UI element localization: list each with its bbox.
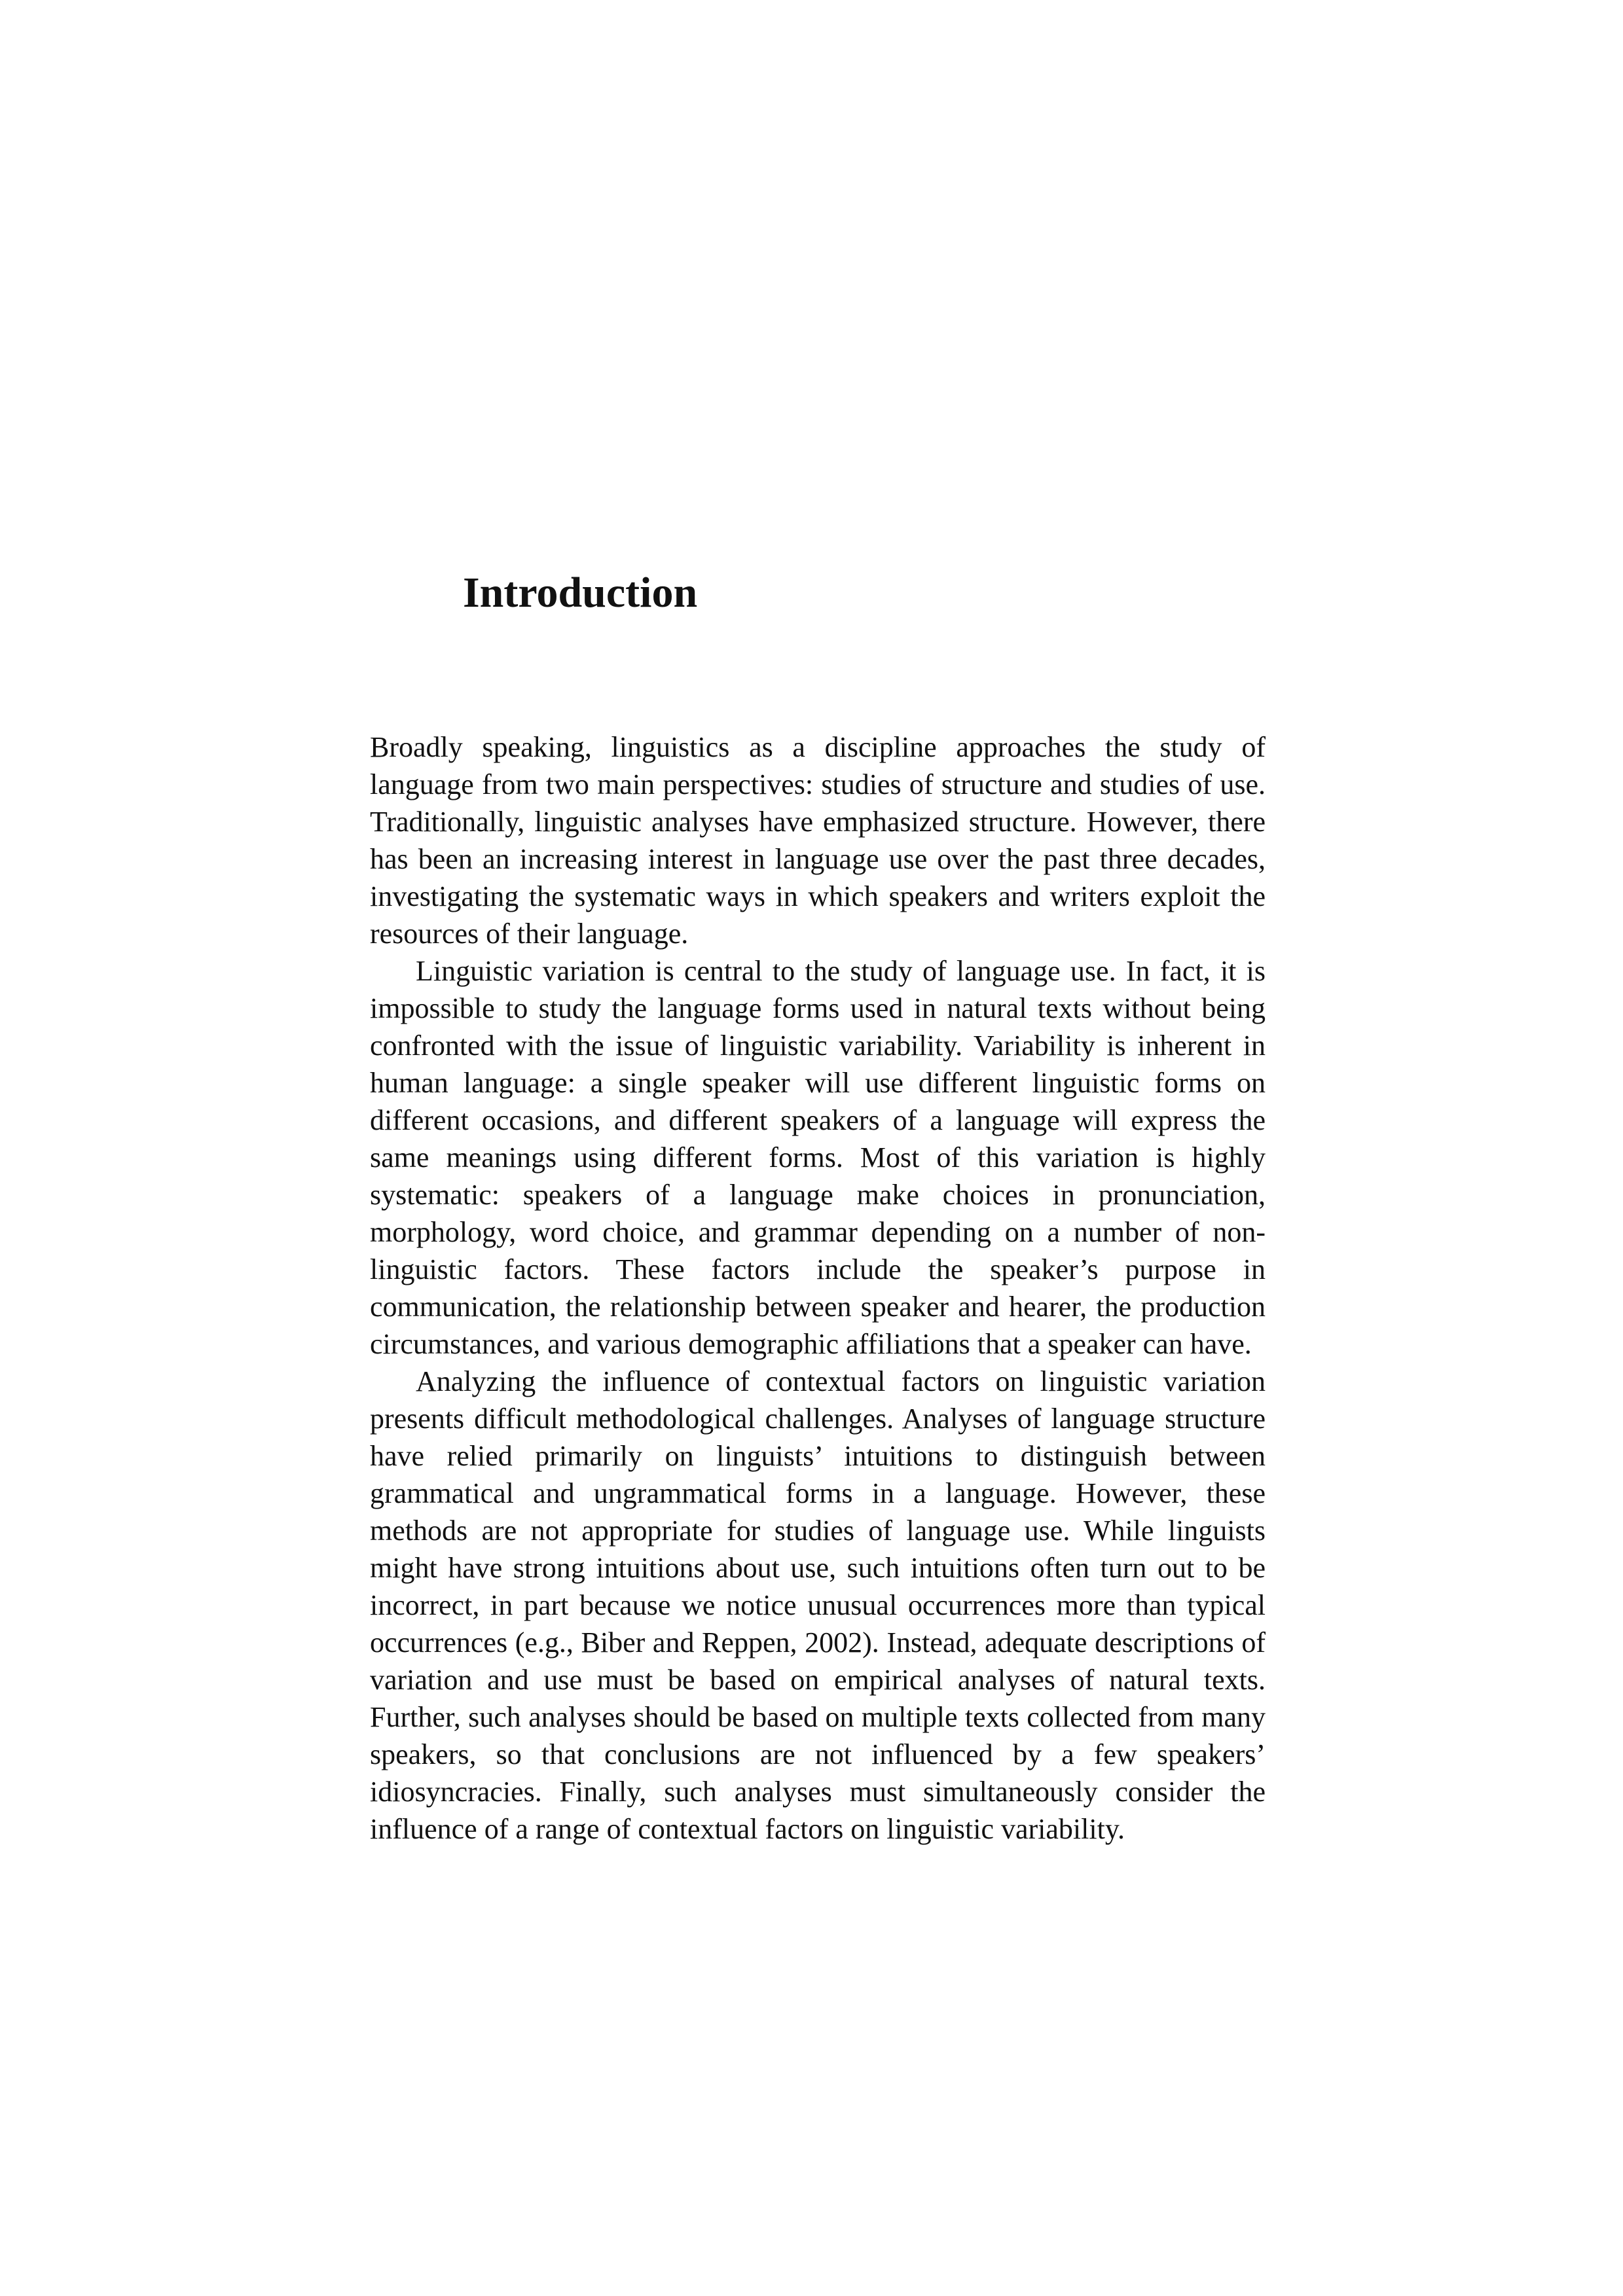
paragraph-2: Linguistic variation is central to the study of language use. In fact, it is impossible to study the language forms used in natural texts without being confronted with the issue of linguistic variability. Variability is inherent in human language: a single speaker will use different linguistic forms on different occasions, and different speakers of a language will express the same meanings using different forms. Most of this variation is highly systematic: speakers of a language make choices in pronunciation, morphology, word choice, and grammar depending on a number of non-linguistic factors. These factors include the speaker’s purpose in communication, the relationship between speaker and hearer, the production circumstances, and various demographic affiliations that a speaker can have.	[370, 955, 1266, 1360]
chapter-title: Introduction	[463, 569, 698, 617]
paragraph-1: Broadly speaking, linguistics as a discipline approaches the study of language from two main perspectives: studies of structure and studies of use. Traditionally, linguistic analyses have emphasized structure. However, there has been an increasing interest in language use over the past three decades, investigating the systematic ways in which speakers and writers exploit the resources of their language.	[370, 731, 1266, 950]
paragraph-3: Analyzing the influence of contextual factors on linguistic variation presents difficult methodological challenges. Analyses of language structure have relied primarily on linguists’ intuitions to distinguish between grammatical and ungrammatical forms in a language. However, these methods are not appropriate for studies of language use. While linguists might have strong intuitions about use, such intuitions often turn out to be incorrect, in part because we notice unusual occurrences more than typical occurrences (e.g., Biber and Reppen, 2002). Instead, adequate descriptions of variation and use must be based on empirical analyses of natural texts. Further, such analyses should be based on multiple texts collected from many speakers, so that conclusions are not influenced by a few speakers’ idiosyncracies. Finally, such analyses must simultaneously consider the influence of a range of contextual factors on linguistic variability.	[370, 1365, 1266, 1845]
body-text	[370, 728, 1266, 1848]
